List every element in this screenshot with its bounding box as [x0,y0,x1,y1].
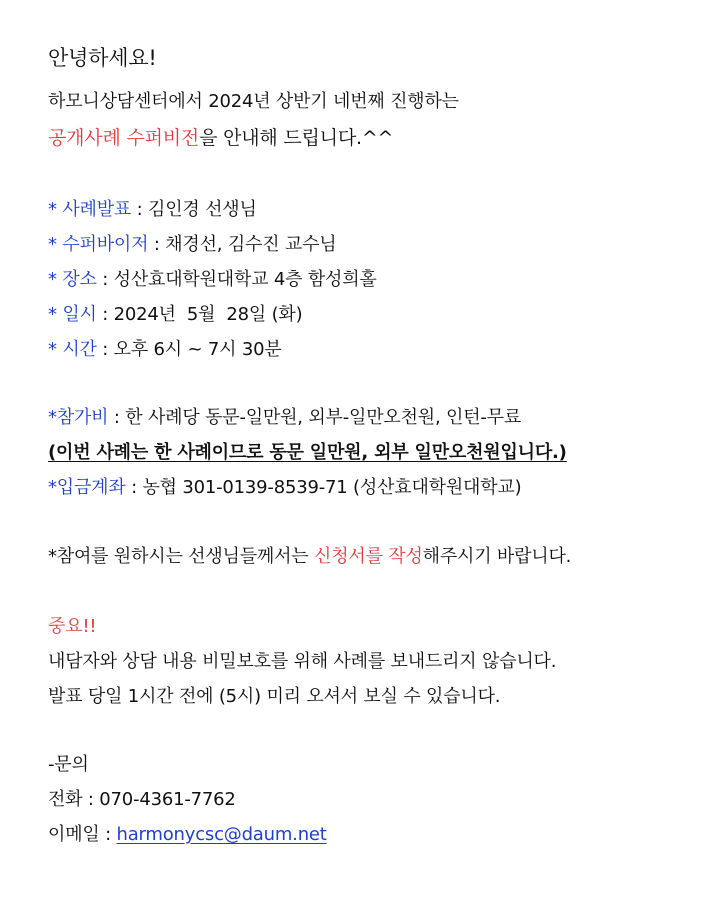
detail-supervisor [48,233,336,257]
apply-after: 해주시기 바랍니다. [422,546,572,567]
detail-bullet: * [48,269,57,290]
phone-label: 전화 : [48,789,100,810]
detail-label: 시간 [62,339,97,360]
detail-bullet: * [48,304,57,325]
fee-line [48,406,521,430]
email-link[interactable]: harmonycsc@daum.net [116,824,327,845]
intro-line-1: 하모니상담센터에서 2024년 상반기 네번째 진행하는 [48,91,459,112]
detail-value: 성산효대학원대학교 4층 함성희홀 [113,269,377,290]
detail-value: 오후 6시 ~ 7시 30분 [113,339,282,360]
detail-date [48,303,302,327]
detail-label: 수퍼바이저 [62,234,149,255]
detail-sep: : [131,199,149,220]
email-label: 이메일 : [48,824,117,845]
greeting: 안녕하세요! [48,46,157,70]
important-title: 중요!! [48,616,97,637]
intro-line-2 [48,126,393,150]
detail-sep: : [96,269,114,290]
important-line-2: 발표 당일 1시간 전에 (5시) 미리 오셔서 보실 수 있습니다. [48,686,501,707]
detail-value: 2024년 5월 28일 (화) [113,304,303,325]
detail-location [48,268,377,292]
detail-bullet: * [48,234,57,255]
detail-label: 장소 [62,269,97,290]
contact-email [48,823,327,847]
event-title: 공개사례 수퍼비전 [48,127,200,149]
phone-number: 070-4361-7762 [99,789,236,810]
detail-label: 사례발표 [62,199,132,220]
fee-value: : 한 사례당 동문-일만원, 외부-일만오천원, 인턴-무료 [108,407,522,428]
detail-value: 채경선, 김수진 교수님 [165,234,337,255]
detail-value: 김인경 선생님 [148,199,257,220]
fee-note: (이번 사례는 한 사례이므로 동문 일만원, 외부 일만오천원입니다.) [48,442,567,463]
contact-title: -문의 [48,754,89,775]
account-label: *입금계좌 [48,477,126,498]
apply-before: *참여를 원하시는 선생님들께서는 [48,546,314,567]
contact-phone [48,788,236,812]
detail-sep: : [96,339,114,360]
detail-sep: : [148,234,166,255]
detail-bullet: * [48,199,57,220]
detail-time [48,338,282,362]
detail-bullet: * [48,339,57,360]
account-value: : 농협 301-0139-8539-71 (성산효대학원대학교) [125,477,522,498]
apply-highlight: 신청서를 작성 [314,546,423,567]
detail-label: 일시 [62,304,97,325]
fee-label: *참가비 [48,407,109,428]
intro-line-2-rest: 을 안내해 드립니다.^^ [199,127,394,149]
detail-sep: : [96,304,114,325]
important-line-1: 내담자와 상담 내용 비밀보호를 위해 사례를 보내드리지 않습니다. [48,651,557,672]
detail-speaker [48,198,257,222]
account-line [48,476,521,500]
apply-line [48,545,571,569]
